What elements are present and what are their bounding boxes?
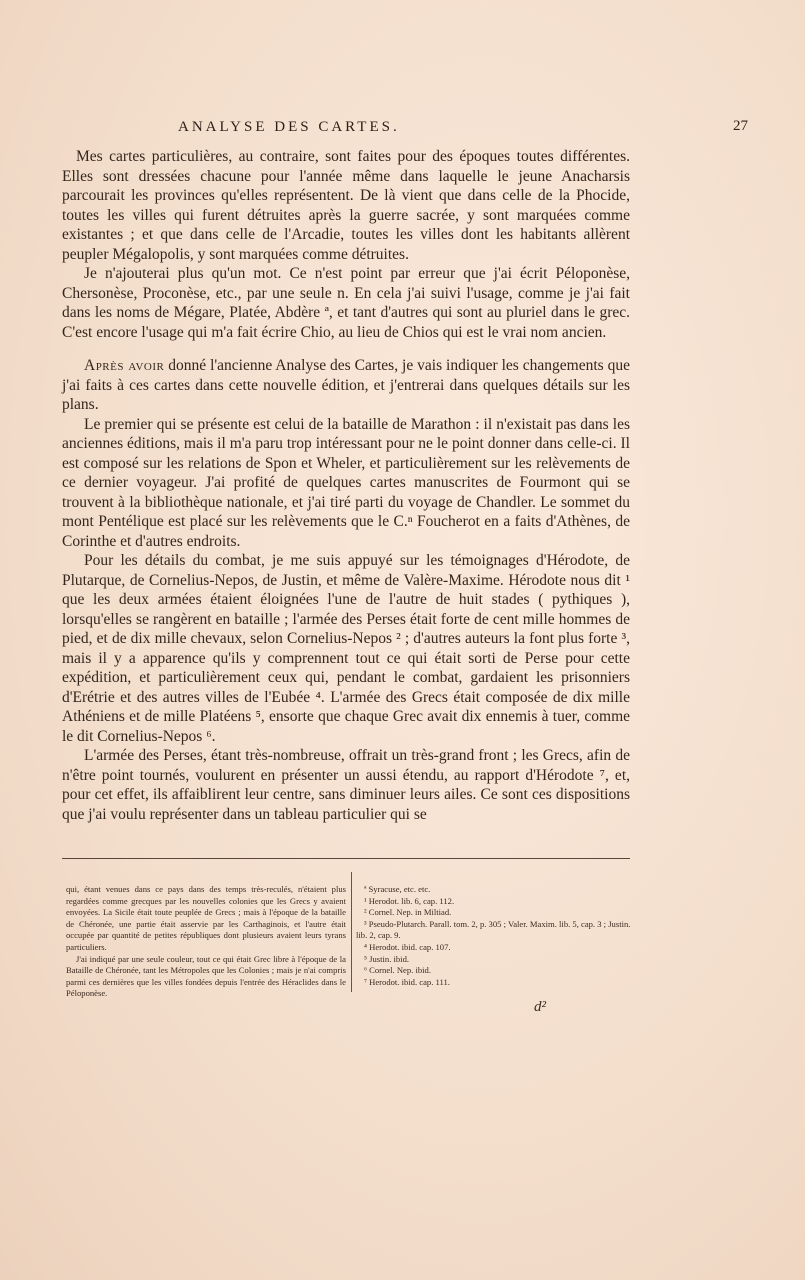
paragraph-3: [62, 356, 630, 415]
signature-mark: d²: [534, 999, 546, 1015]
paragraph-3-lead: Après avoir: [84, 357, 165, 374]
footnote-1: ¹ Herodot. lib. 6, cap. 112.: [364, 895, 455, 906]
footnote-5: ⁵ Justin. ibid.: [364, 953, 410, 964]
footnote-rule: [62, 858, 630, 859]
footnote-column-divider: [351, 872, 352, 992]
footnote-2: ² Cornel. Nep. in Miltiad.: [364, 907, 452, 918]
page-number: 27: [733, 118, 748, 134]
paragraph-1: Mes cartes particulières, au contraire, sont faites pour des époques toutes différentes. Elles sont dressées chacune pour l'année même dans laquelle le jeune Anacharsis parcourait les provinces qu'elles représentent. De là vient que dans celle de la Phocide, toutes les villes qui furent détruites après la guerre sacrée, y sont marquées comme existantes ; et que dans celle de l'Arcadie, toutes les villes dont les habitants allèrent peupler Mégalopolis, y sont marquées comme détruites.: [62, 148, 630, 263]
footnote-4: ⁴ Herodot. ibid. cap. 107.: [364, 941, 451, 952]
footnote-3: ³ Pseudo-Plutarch. Parall. tom. 2, p. 305 ; Valer. Maxim. lib. 5, cap. 3 ; Justin. lib. 2, cap. 9.: [356, 918, 631, 941]
paragraph-3-text: donné l'ancienne Analyse des Cartes, je vais indiquer les changements que j'ai faits à ces cartes dans cette nouvelle édition, et j'entrerai dans quelques détails sur les plans.: [62, 357, 630, 413]
footnote-left-1: qui, étant venues dans ce pays dans des temps très-reculés, n'étaient plus regardées comme grecques par les nouvelles colonies que les Grecs y avaient envoyées. La Sicile était toute peuplée de Grecs ; mais à l'époque de la bataille de Chéronée, une partie était asservie par les Carthaginois, et l'autre était occupée par quantité de petites républiques dont plusieurs avaient leurs tyrans particuliers.: [66, 884, 346, 952]
footnote-a: ª Syracuse, etc. etc.: [364, 884, 431, 894]
footnote-7: ⁷ Herodot. ibid. cap. 111.: [364, 976, 450, 987]
paragraph-5: Pour les détails du combat, je me suis appuyé sur les témoignages d'Hérodote, de Plutarque, de Cornelius-Nepos, de Justin, et même de Valère-Maxime. Hérodote nous dit ¹ que les deux armées étaient éloignées l'une de l'autre de huit stades ( pythiques ), lorsqu'elles se rangèrent en bataille ; l'armée des Perses était forte de cent mille hommes de pied, et de dix mille chevaux, selon Cornelius-Nepos ² ; d'autres auteurs la font plus forte ³, mais il y a apparence qu'ils y comprennent tout ce qui était sorti de Perse pour cette expédition, et particulièrement ceux qui, pendant le combat, gardaient les prisonniers d'Erétrie et des autres villes de l'Eubée ⁴. L'armée des Grecs était composée de dix mille Athéniens et de mille Platéens ⁵, ensorte que chaque Grec avait dix ennemis à tuer, comme le dit Cornelius-Nepos ⁶.: [62, 552, 630, 745]
footnote-left-2: J'ai indiqué par une seule couleur, tout ce qui était Grec libre à l'époque de la Bataille de Chéronée, tant les Métropoles que les Colonies ; mais je n'ai compris parmi ces dernières que les villes fondées depuis l'entrée des Héraclides dans le Péloponèse.: [66, 953, 346, 999]
footnote-6: ⁶ Cornel. Nep. ibid.: [364, 965, 431, 976]
main-text: [62, 147, 630, 824]
footnotes-left: [66, 884, 346, 1000]
footnotes-right: [356, 884, 634, 988]
paragraph-4: Le premier qui se présente est celui de la bataille de Marathon : il n'existait pas dans les anciennes éditions, mais il m'a paru trop intéressant pour ne le point donner dans celle-ci. Il est composé sur les relations de Spon et Wheler, et particulièrement sur les relèvements de ce dernier voyageur. J'ai profité de quelques cartes manuscrites de Fourmont qui se trouvent à la bibliothèque nationale, et j'ai tiré parti du voyage de Chandler. Le sommet du mont Pentélique est placé sur les relèvements que le C.ⁿ Foucherot en a faits d'Athènes, de Corinthe et d'autres endroits.: [62, 415, 630, 550]
running-head: [60, 119, 750, 139]
running-title: ANALYSE DES CARTES.: [178, 119, 400, 135]
paragraph-2: Je n'ajouterai plus qu'un mot. Ce n'est point par erreur que j'ai écrit Péloponèse, Chersonèse, Proconèse, etc., par une seule n. En cela j'ai suivi l'usage, comme je j'ai fait dans les noms de Mégare, Platée, Abdère ª, et tant d'autres qui sont au pluriel dans le grec. C'est encore l'usage qui m'a fait écrire Chio, au lieu de Chios qui est le vrai nom ancien.: [62, 265, 630, 341]
paragraph-6: L'armée des Perses, étant très-nombreuse, offrait un très-grand front ; les Grecs, afin de n'être point tournés, voulurent en présenter un aussi étendu, au rapport d'Hérodote ⁷, et, pour cet effet, ils affaiblirent leur centre, sans diminuer leurs ailes. Ce sont ces dispositions que j'ai voulu représenter dans un tableau particulier qui se: [62, 747, 630, 823]
